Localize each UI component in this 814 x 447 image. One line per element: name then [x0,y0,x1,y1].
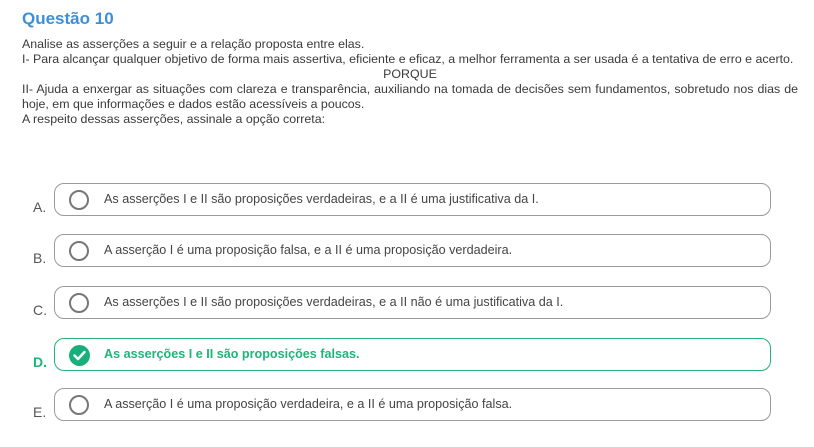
option-e [0,388,814,424]
check-circle-icon[interactable] [69,345,90,366]
option-d [0,338,814,374]
option-letter: C. [33,302,47,318]
option-letter: A. [33,199,47,215]
option-c [0,286,814,322]
option-text: As asserções I e II são proposições verdadeiras, e a II é uma justificativa da I. [104,192,539,206]
assertion-2: II- Ajuda a enxergar as situações com clareza e transparência, auxiliando na tomada de decisões sem fundamentos, sobretudo nos dias de hoje, em que informações e dados estão acessíveis a poucos. [22,82,798,111]
option-a-button[interactable] [54,183,771,216]
question-prompt: A respeito dessas asserções, assinale a opção correta: [22,112,326,126]
option-c-button[interactable] [54,286,771,319]
option-letter: B. [33,250,47,266]
option-text: As asserções I e II são proposições verdadeiras, e a II não é uma justificativa da I. [104,295,564,309]
connector-text: PORQUE [383,67,437,81]
option-letter: E. [33,404,47,420]
question-intro: Analise as asserções a seguir e a relação proposta entre elas. [22,37,365,51]
option-text: A asserção I é uma proposição falsa, e a II é uma proposição verdadeira. [104,243,513,257]
option-d-button[interactable] [54,338,771,371]
question-title: Questão 10 [22,9,114,28]
option-b [0,234,814,270]
question-block [22,8,798,127]
assertion-1: I- Para alcançar qualquer objetivo de forma mais assertiva, eficiente e eficaz, a melhor ferramenta a ser usada é a tentativa de erro e acerto. [22,52,794,66]
option-text: A asserção I é uma proposição verdadeira, e a II é uma proposição falsa. [104,397,513,411]
option-a [0,183,814,219]
radio-empty-icon[interactable] [69,190,89,210]
option-e-button[interactable] [54,388,771,421]
radio-empty-icon[interactable] [69,395,89,415]
option-letter: D. [33,354,47,370]
option-b-button[interactable] [54,234,771,267]
option-text: As asserções I e II são proposições falsas. [104,347,360,361]
radio-empty-icon[interactable] [69,293,89,313]
question-body [22,37,798,127]
radio-empty-icon[interactable] [69,241,89,261]
